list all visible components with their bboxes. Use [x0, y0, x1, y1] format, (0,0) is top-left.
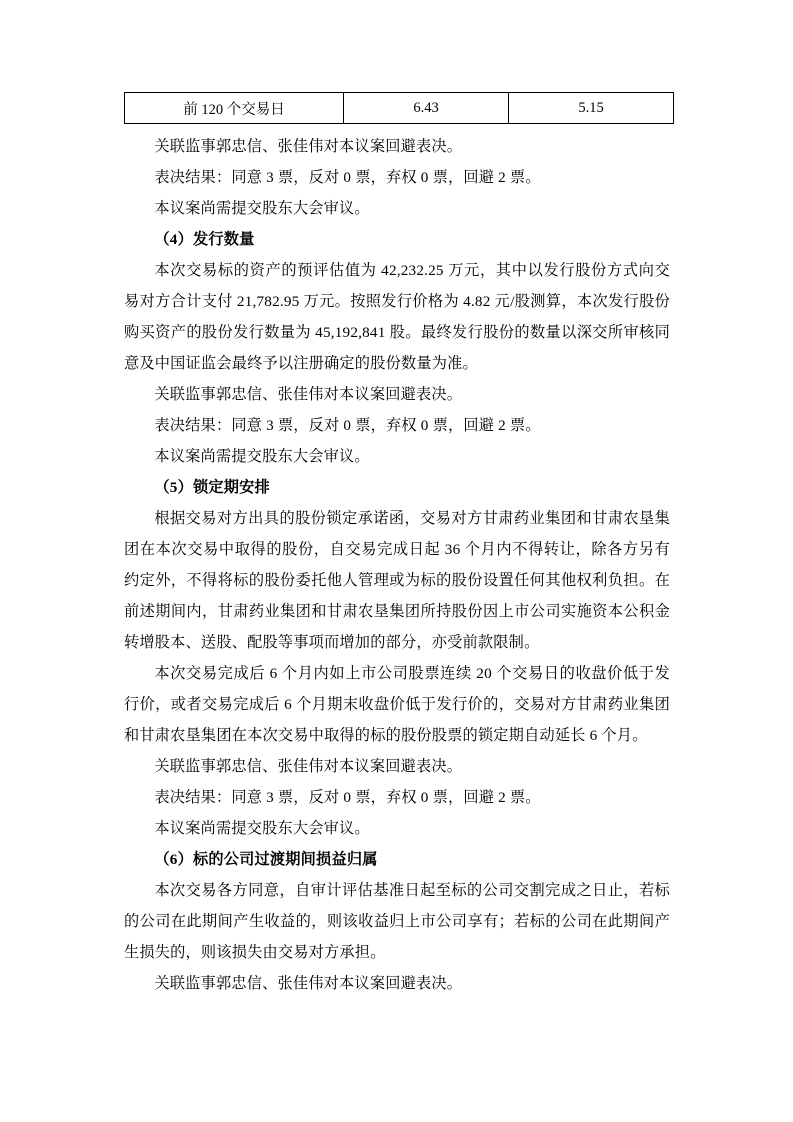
- paragraph: 本议案尚需提交股东大会审议。: [154, 820, 370, 837]
- paragraph: 关联监事郭忠信、张佳伟对本议案回避表决。: [154, 975, 463, 992]
- paragraph: 本议案尚需提交股东大会审议。: [154, 448, 370, 465]
- paragraph: 根据交易对方出具的股份锁定承诺函，交易对方甘肃药业集团和甘肃农垦集团在本次交易中取得的股份，自交易完成日起 36 个月内不得转让，除各方另有约定外，不得将标的股份委托他人管理或为标的股份设置任何其他权利负担。在前述期间内，甘肃药业集团和甘肃农垦集团所持股份因上市公司实施资本公积金转增股本、送股、配股等事项而增加的部分，亦受前款限制。: [124, 510, 670, 651]
- paragraph: 关联监事郭忠信、张佳伟对本议案回避表决。: [154, 758, 463, 775]
- page-content: [124, 92, 670, 999]
- paragraph: 表决结果：同意 3 票，反对 0 票，弃权 0 票，回避 2 票。: [154, 417, 541, 434]
- trading-days-table: [124, 92, 674, 124]
- section-heading: （6）标的公司过渡期间损益归属: [154, 851, 378, 868]
- paragraph: 本次交易标的资产的预评估值为 42,232.25 万元，其中以发行股份方式向交易对方合计支付 21,782.95 万元。按照发行价格为 4.82 元/股测算，本次发行股份购买资产的股份发行数量为 45,192,841 股。最终发行股份的数量以深交所审核同意及中国证监会最终予以注册确定的股份数量为准。: [124, 262, 670, 372]
- table-row: [125, 93, 674, 124]
- table-cell-value1: 6.43: [344, 93, 509, 124]
- section-heading: （5）锁定期安排: [154, 479, 270, 496]
- paragraph: 本次交易完成后 6 个月内如上市公司股票连续 20 个交易日的收盘价低于发行价，或者交易完成后 6 个月期末收盘价低于发行价的，交易对方甘肃药业集团和甘肃农垦集团在本次交易中取得的标的股份股票的锁定期自动延长 6 个月。: [124, 665, 670, 744]
- body-text: [124, 131, 670, 999]
- paragraph: 表决结果：同意 3 票，反对 0 票，弃权 0 票，回避 2 票。: [154, 169, 541, 186]
- paragraph: 表决结果：同意 3 票，反对 0 票，弃权 0 票，回避 2 票。: [154, 789, 541, 806]
- paragraph: 关联监事郭忠信、张佳伟对本议案回避表决。: [154, 386, 463, 403]
- section-heading: （4）发行数量: [154, 231, 255, 248]
- paragraph: 关联监事郭忠信、张佳伟对本议案回避表决。: [154, 138, 463, 155]
- table-cell-label: 前 120 个交易日: [125, 93, 344, 124]
- paragraph: 本议案尚需提交股东大会审议。: [154, 200, 370, 217]
- paragraph: 本次交易各方同意，自审计评估基准日起至标的公司交割完成之日止，若标的公司在此期间产生收益的，则该收益归上市公司享有；若标的公司在此期间产生损失的，则该损失由交易对方承担。: [124, 882, 670, 961]
- table-cell-value2: 5.15: [509, 93, 674, 124]
